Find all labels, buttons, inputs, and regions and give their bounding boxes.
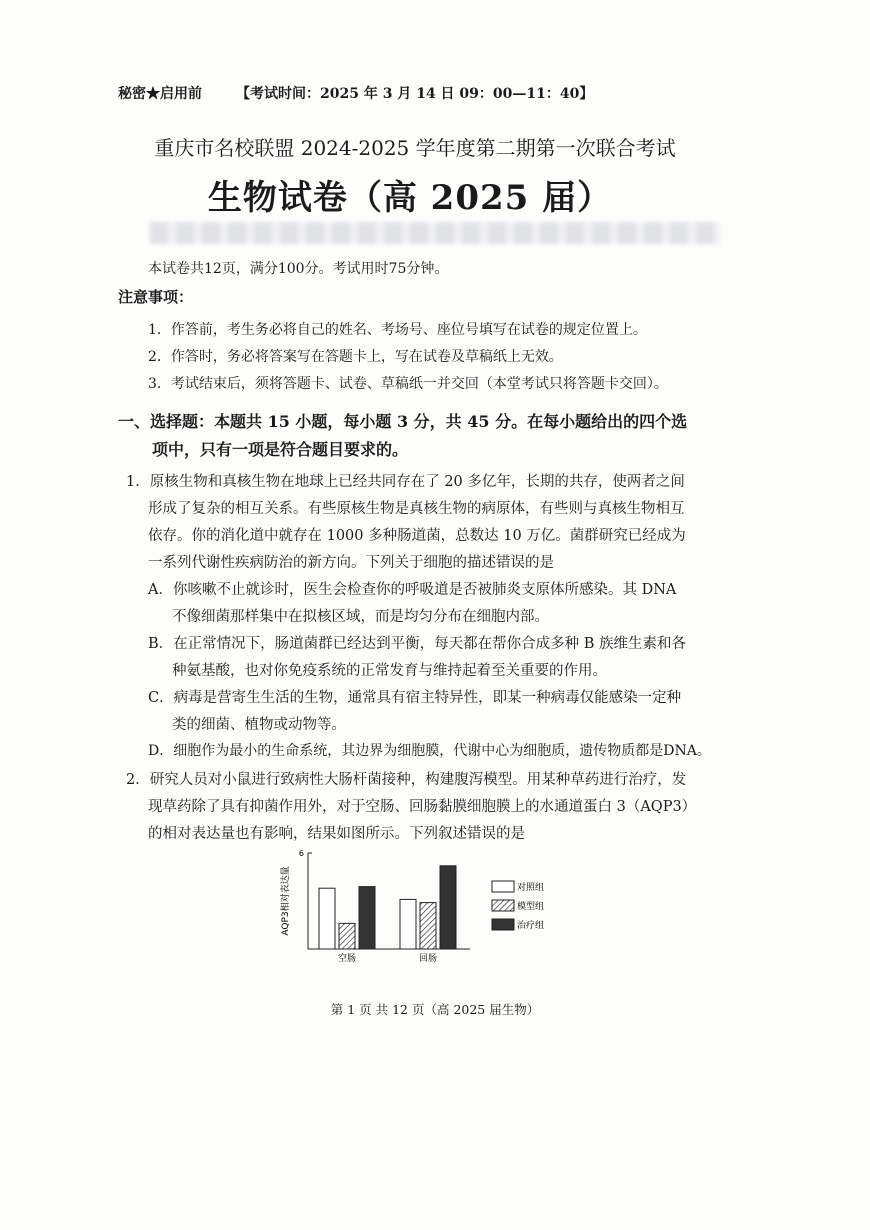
q1-option-b: B．在正常情况下，肠道菌群已经达到平衡，每天都在帮你合成多种 B 族维生素和各 (148, 636, 687, 652)
section-heading-cont: 项中，只有一项是符合题目要求的。 (152, 440, 409, 459)
bar-模型组 (420, 903, 436, 949)
legend-label: 模型组 (517, 902, 545, 912)
legend-label: 治疗组 (517, 921, 545, 931)
legend-swatch (492, 919, 514, 930)
aqp3-bar-chart (270, 845, 570, 970)
legend-swatch (492, 881, 514, 892)
x-tick-label: 回肠 (418, 954, 438, 964)
intro-text: 本试卷共12页，满分100分。考试用时75分钟。 (148, 261, 449, 277)
bar-对照组 (319, 888, 335, 949)
notice-item: 1．作答前，考生务必将自己的姓名、考场号、座位号填写在试卷的规定位置上。 (148, 322, 647, 338)
notice-heading: 注意事项： (118, 288, 194, 306)
notice-item: 3．考试结束后，须将答题卡、试卷、草稿纸一并交回（本堂考试只将答题卡交回）。 (148, 376, 668, 392)
x-tick-label: 空肠 (337, 954, 357, 964)
q1-stem-line: 形成了复杂的相互关系。有些原核生物是真核生物的病原体，有些则与真核生物相互 (148, 501, 685, 517)
bar-模型组 (339, 923, 355, 949)
section-heading: 一、选择题：本题共 15 小题，每小题 3 分，共 45 分。在每小题给出的四个选 (118, 412, 688, 431)
q1-option-d: D．细胞作为最小的生命系统，其边界为细胞膜，代谢中心为细胞质，遗传物质都是DNA。 (148, 743, 711, 759)
confidential-label: 秘密★启用前 (118, 86, 202, 102)
y-axis-label: AQP3相对表达量 (281, 866, 291, 936)
notice-item: 2．作答时，务必将答案写在答题卡上，写在试卷及草稿纸上无效。 (148, 349, 563, 365)
exam-title: 重庆市名校联盟 2024-2025 学年度第二期第一次联合考试 (154, 136, 676, 160)
q2-stem-line: 的相对表达量也有影响，结果如图所示。下列叙述错误的是 (148, 826, 525, 842)
q2-stem-line: 2．研究人员对小鼠进行致病性大肠杆菌接种，构建腹泻模型。用某种草药进行治疗，发 (126, 772, 687, 788)
bar-治疗组 (440, 866, 456, 949)
q1-option-a-cont: 不像细菌那样集中在拟核区域，而是均匀分布在细胞内部。 (172, 609, 549, 625)
legend-swatch (492, 900, 514, 911)
blurred-watermark-band (150, 222, 720, 244)
q2-stem-line: 现草药除了具有抑菌作用外，对于空肠、回肠黏膜细胞膜上的水通道蛋白 3（AQP3） (148, 799, 697, 815)
exam-time: 【考试时间：2025 年 3 月 14 日 09：00—11：40】 (236, 86, 594, 102)
subject-title: 生物试卷（高 2025 届） (207, 178, 613, 218)
q1-option-a: A．你咳嗽不止就诊时，医生会检查你的呼吸道是否被肺炎支原体所感染。其 DNA (148, 582, 677, 598)
legend-label: 对照组 (517, 883, 545, 893)
q1-option-c-cont: 类的细菌、植物或动物等。 (172, 717, 346, 733)
q1-stem-line: 依存。你的消化道中就存在 1000 多种肠道菌，总数达 10 万亿。菌群研究已经成为 (148, 528, 686, 544)
q1-stem-line: 一系列代谢性疾病防治的新方向。下列关于细胞的描述错误的是 (148, 555, 554, 571)
bar-治疗组 (359, 887, 375, 949)
y-tick-label: 6 (298, 849, 304, 858)
q1-option-b-cont: 种氨基酸，也对你免疫系统的正常发育与维持起着至关重要的作用。 (172, 663, 607, 679)
page-footer: 第 1 页 共 12 页（高 2025 届生物） (330, 1002, 540, 1017)
q1-stem-line: 1．原核生物和真核生物在地球上已经共同存在了 20 多亿年，长期的共存，使两者之间 (126, 474, 685, 490)
q1-option-c: C．病毒是营寄生生活的生物，通常具有宿主特异性，即某一种病毒仅能感染一定种 (148, 690, 682, 706)
bar-对照组 (400, 899, 416, 949)
